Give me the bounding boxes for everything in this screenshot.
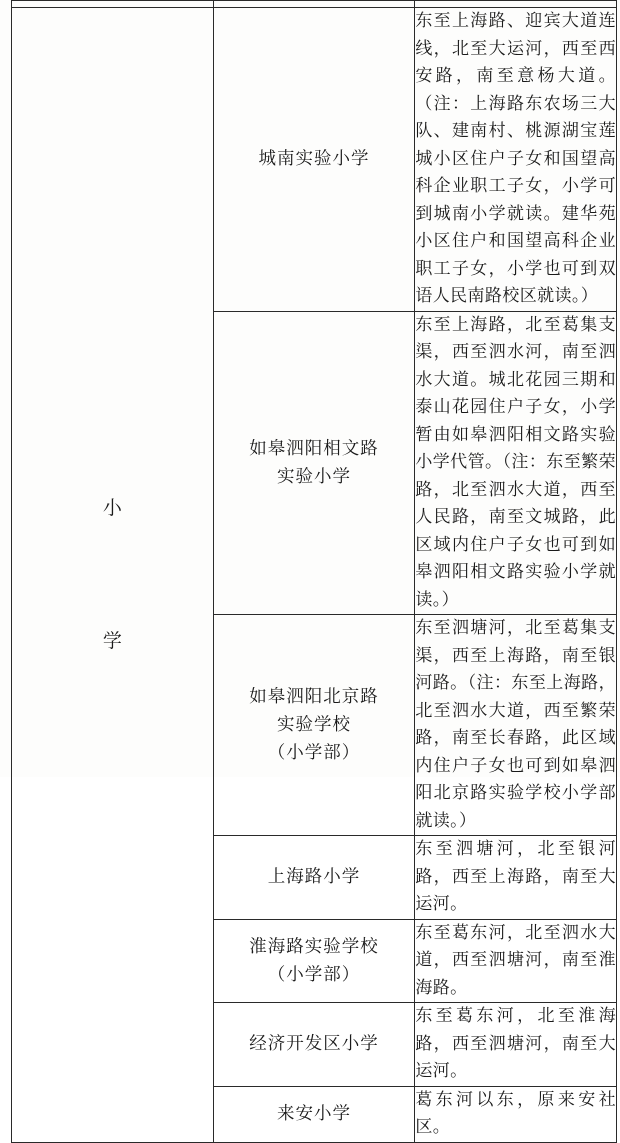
school-name-line: 如皋泗阳相文路 <box>249 438 379 459</box>
school-name-line: 经济开发区小学 <box>249 1034 379 1055</box>
table-row-top-edge <box>12 1 617 8</box>
top-edge-cell-school <box>213 1 415 8</box>
top-edge-cell-level <box>12 1 214 8</box>
school-name-line: 城南实验小学 <box>258 149 370 170</box>
school-name-line: （小学部） <box>267 743 361 763</box>
school-level-cell <box>12 8 214 1143</box>
service-area-cell: 东至泗塘河，北至银河路，西至上海路，南至大运河。 <box>415 836 617 920</box>
school-name-cell <box>213 919 415 1003</box>
school-name-line: 上海路小学 <box>267 867 361 888</box>
school-name-cell <box>213 1003 415 1087</box>
service-area-cell: 东至上海路，北至葛集支渠，西至泗水河，南至泗水大道。城北花园三期和泰山花园住户子女，小学暂由如皋泗阳相文路实验小学代管。（注：东至繁荣路，北至泗水大道，西至人民路，南至文城路，此区域内住户子女也可到如皋泗阳相文路实验小学就读。） <box>415 311 617 615</box>
school-name-line: 淮海路实验学校 <box>249 936 379 957</box>
service-area-cell: 东至上海路、迎宾大道连线，北至大运河，西至西安路，南至意杨大道。（注：上海路东农场三大队、建南村、桃源湖宝莲城小区住户子女和国望高科企业职工子女，小学可到城南小学就读。建华苑小区住户和国望高科企业职工子女，小学也可到双语人民南路校区就读。） <box>415 8 617 312</box>
school-name-cell <box>213 1086 415 1142</box>
school-name-line: 实验学校 <box>276 715 351 735</box>
school-name-line: （小学部） <box>267 964 361 985</box>
school-name-line: 来安小学 <box>276 1104 351 1124</box>
table-row <box>12 8 617 312</box>
school-level-char: 小 <box>102 496 122 519</box>
service-area-cell: 东至葛东河，北至淮海路，西至泗塘河，南至大运河。 <box>415 1003 617 1087</box>
top-edge-cell-area <box>415 1 617 8</box>
school-name-cell <box>213 311 415 615</box>
school-name-line: 实验小学 <box>276 466 351 487</box>
school-name-cell <box>213 836 415 920</box>
service-area-cell: 葛东河以东，原来安社区。 <box>415 1086 617 1142</box>
school-district-table <box>11 0 617 1143</box>
school-name-line: 如皋泗阳北京路 <box>249 687 379 707</box>
service-area-cell: 东至葛东河，北至泗水大道，西至泗塘河，南至淮海路。 <box>415 919 617 1003</box>
school-name-cell <box>213 615 415 836</box>
school-name-cell <box>213 8 415 312</box>
school-level-char: 学 <box>102 629 122 652</box>
service-area-cell: 东至泗塘河，北至葛集支渠，西至上海路，南至银河路。（注：东至上海路，北至泗水大道，西至繁荣路，南至长春路，此区域内住户子女也可到如皋泗阳北京路实验学校小学部就读。） <box>415 615 617 836</box>
